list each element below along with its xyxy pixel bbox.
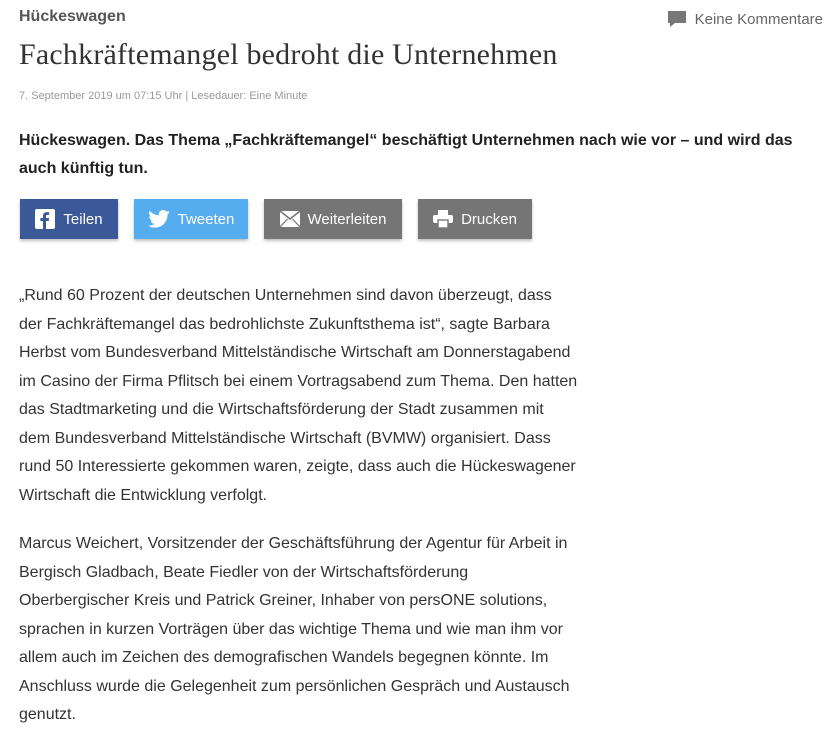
article-meta: 7. September 2019 um 07:15 Uhr | Lesedauer: Eine Minute bbox=[19, 90, 308, 102]
article-paragraph: Marcus Weichert, Vorsitzender der Geschäftsführung der Agentur für Arbeit in Bergisch Gladbach, Beate Fiedler von der Wirtschaftsförderung Oberbergischer Kreis und Patrick Greiner, Inhaber von persONE solutions, sprachen in kurzen Vorträgen über das wichtige Thema und wie man ihm vor allem auch im Zeichen des demografischen Wandels begegnen könnte. Im Anschluss wurde die Gelegenheit zum persönlichen Gespräch und Austausch genutzt. bbox=[19, 535, 570, 723]
article-kicker: Hückeswagen bbox=[19, 8, 126, 25]
envelope-icon bbox=[280, 211, 300, 227]
print-button[interactable] bbox=[418, 199, 532, 239]
printer-icon bbox=[433, 210, 453, 228]
article-paragraph: „Rund 60 Prozent der deutschen Unternehmen sind davon überzeugt, dass der Fachkräftemangel das bedrohlichste Zukunftsthema ist“, sagte Barbara Herbst vom Bundesverband Mittelständische Wirtschaft am Donnerstagabend im Casino der Firma Pflitsch bei einem Vortragsabend zum Thema. Den hatten das Stadtmarketing und die Wirtschaftsförderung der Stadt zusammen mit dem Bundesverband Mittelständische Wirtschaft (BVMW) organisiert. Dass rund 50 Interessierte gekommen waren, zeigte, dass auch die Hückeswagener Wirtschaft die Entwicklung verfolgt. bbox=[19, 287, 578, 504]
mail-share-label: Weiterleiten bbox=[307, 210, 387, 228]
speech-bubble-icon bbox=[667, 10, 687, 28]
twitter-share-button[interactable] bbox=[134, 199, 248, 239]
article-lead: Hückeswagen. Das Thema „Fachkräftemangel“ beschäftigt Unternehmen nach wie vor – und wird das auch künftig tun. bbox=[19, 132, 793, 177]
share-bar bbox=[20, 199, 532, 239]
facebook-share-label: Teilen bbox=[63, 210, 103, 228]
page-title: Fachkräftemangel bedroht die Unternehmen bbox=[19, 38, 558, 71]
mail-share-button[interactable] bbox=[264, 199, 402, 239]
facebook-share-button[interactable] bbox=[20, 199, 118, 239]
twitter-share-label: Tweeten bbox=[177, 210, 235, 228]
twitter-bird-icon bbox=[148, 210, 170, 228]
print-label: Drucken bbox=[461, 210, 517, 228]
comments-link[interactable] bbox=[667, 10, 823, 28]
article-body bbox=[19, 282, 579, 750]
comments-label: Keine Kommentare bbox=[694, 10, 823, 28]
facebook-icon bbox=[35, 209, 55, 229]
